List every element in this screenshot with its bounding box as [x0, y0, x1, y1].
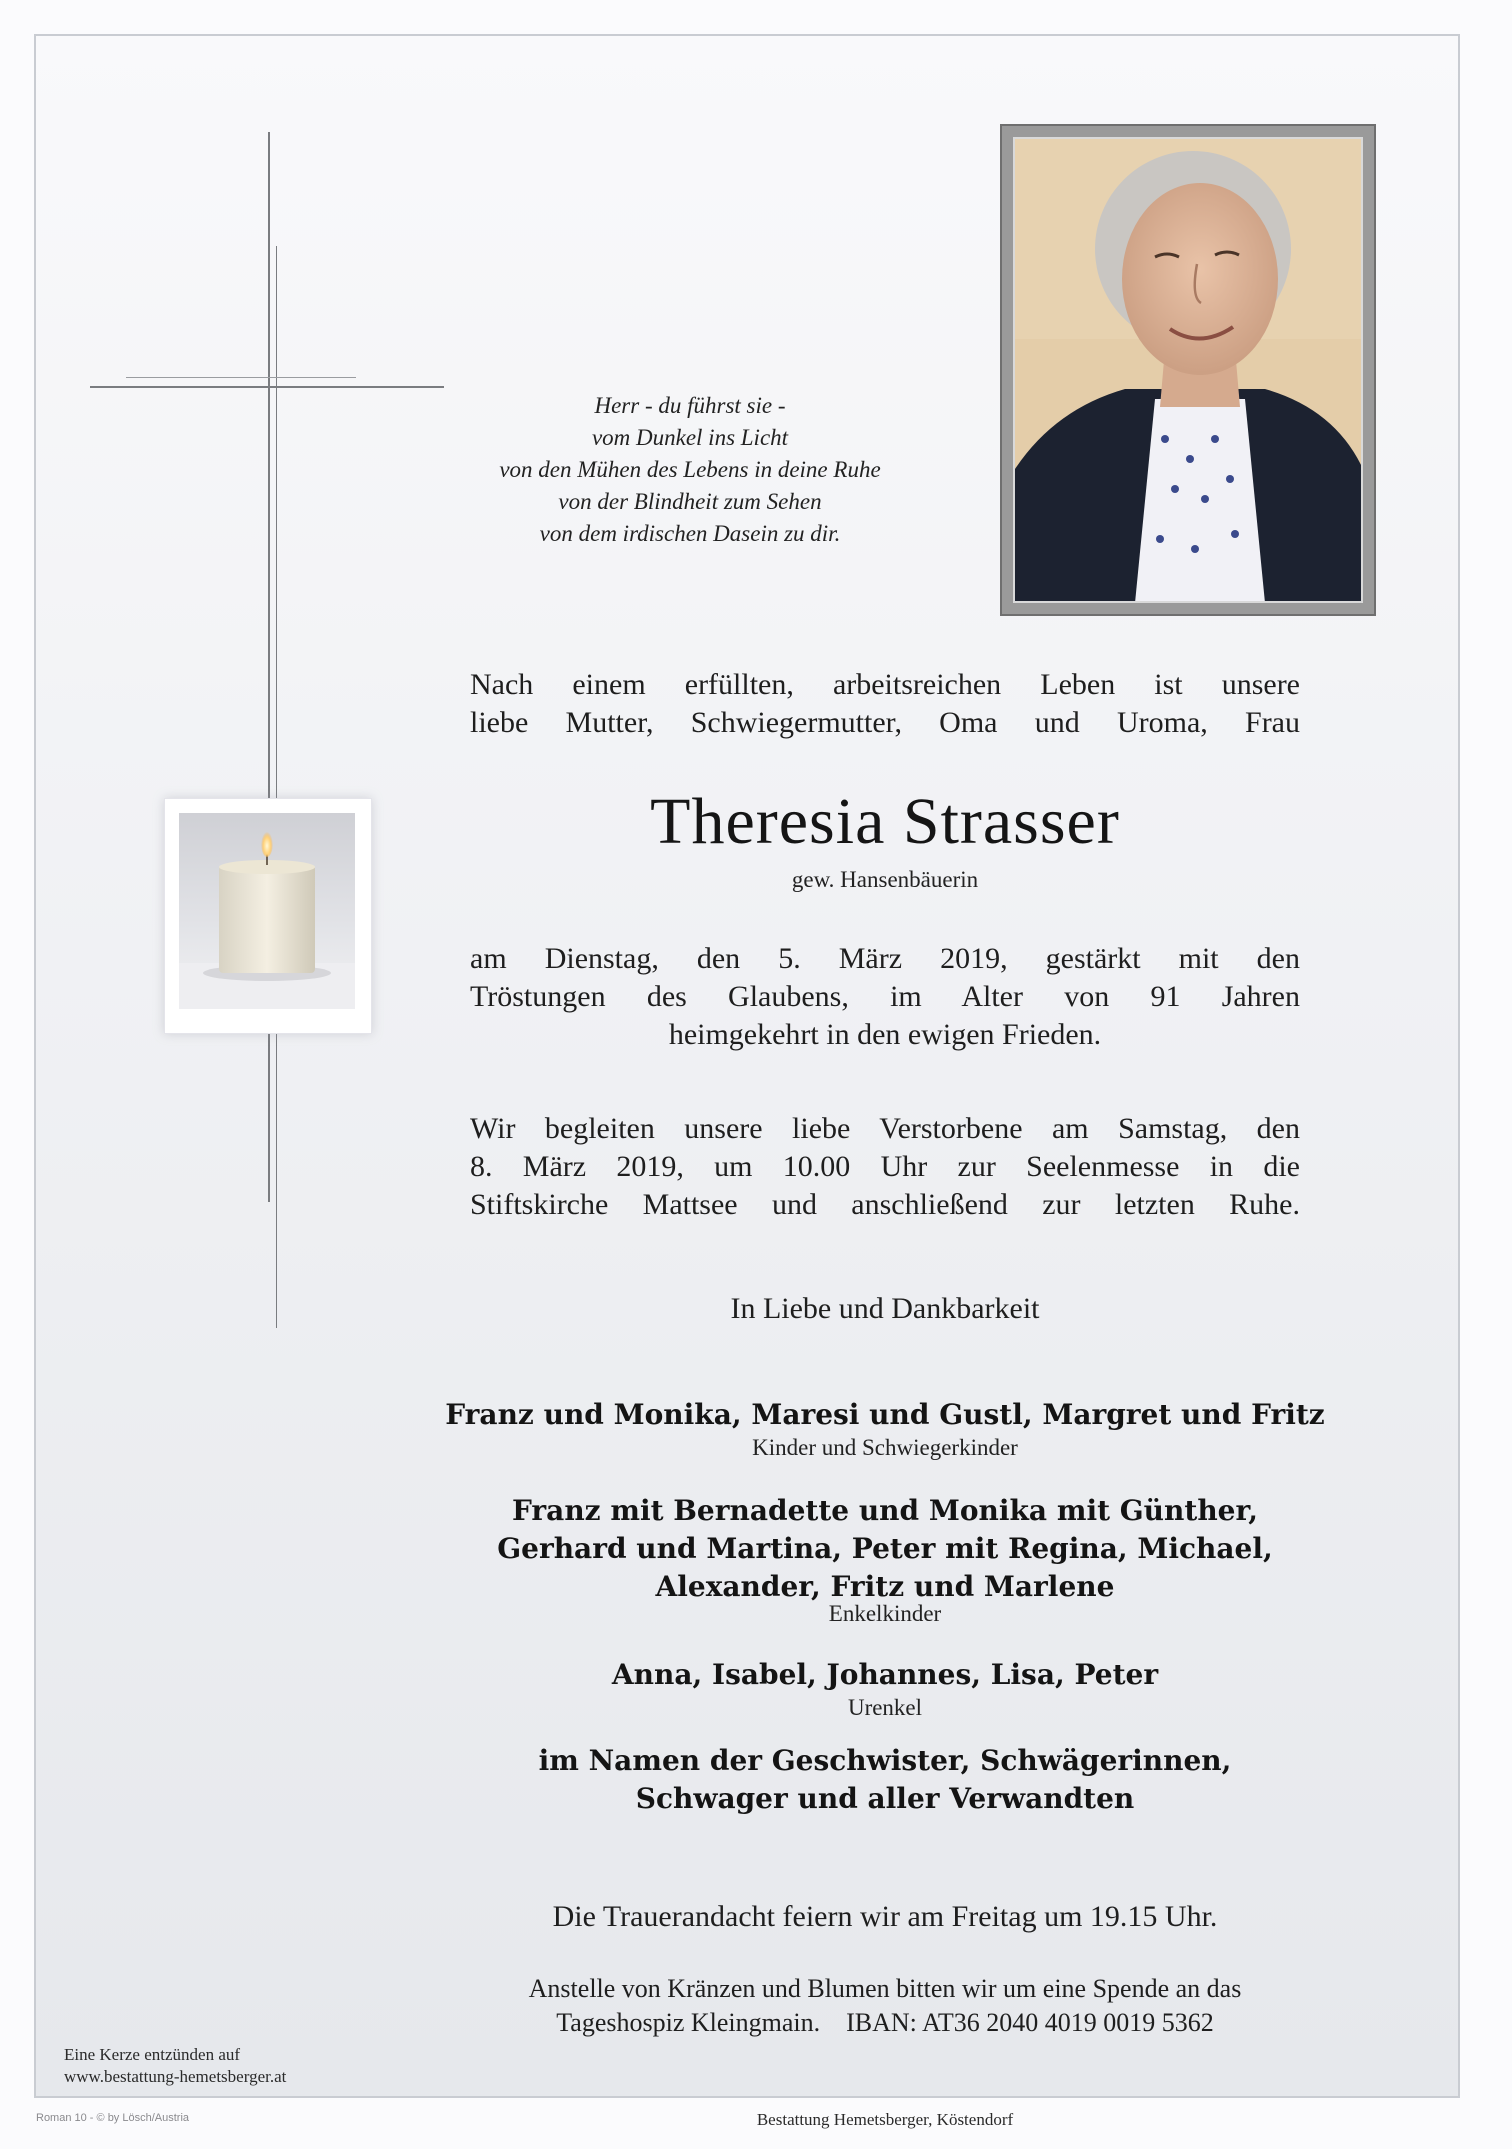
- mourner-names: Schwager und aller Verwandten: [635, 1782, 1135, 1815]
- intro-text: [470, 666, 1300, 742]
- online-candle-text: Eine Kerze entzünden auf: [64, 2045, 241, 2064]
- verse-block: [420, 390, 960, 550]
- deceased-name: Theresia Strasser: [650, 785, 1120, 858]
- undertaker-credit: Bestattung Hemetsberger, Köstendorf: [756, 2110, 1014, 2129]
- mourner-names: Franz und Monika, Maresi und Gustl, Margret und Fritz: [445, 1398, 1325, 1431]
- mourner-names: Anna, Isabel, Johannes, Lisa, Peter: [611, 1658, 1159, 1691]
- funeral-line-3: Stiftskirche Mattsee und anschließend zur letzten Ruhe.: [470, 1188, 1300, 1221]
- funeral-line-2: 8. März 2019, um 10.00 Uhr zur Seelenmesse in die: [470, 1150, 1300, 1183]
- verse-line: von dem irdischen Dasein zu dir.: [539, 521, 841, 546]
- verse-line: von den Mühen des Lebens in deine Ruhe: [499, 457, 881, 482]
- mourner-relation: Kinder und Schwiegerkinder: [752, 1435, 1018, 1460]
- closing-line: In Liebe und Dankbarkeit: [730, 1292, 1040, 1325]
- funeral-line-1: Wir begleiten unsere liebe Verstorbene am Samstag, den: [470, 1112, 1300, 1145]
- death-line-2: Tröstungen des Glaubens, im Alter von 91 Jahren: [470, 980, 1300, 1013]
- verse-line: Herr - du führst sie -: [594, 393, 786, 418]
- portrait-photo: [1000, 124, 1376, 616]
- website-link[interactable]: www.bestattung-hemetsberger.at: [64, 2067, 287, 2086]
- mourner-names: Alexander, Fritz und Marlene: [655, 1570, 1115, 1603]
- prayer-notice: Die Trauerandacht feiern wir am Freitag um 19.15 Uhr.: [552, 1900, 1218, 1933]
- mourner-group-relatives: [400, 1742, 1370, 1818]
- intro-line-1: Nach einem erfüllten, arbeitsreichen Leben ist unsere: [470, 668, 1300, 701]
- cross-horizontal-line-1: [90, 386, 444, 388]
- donation-line-2: Tageshospiz Kleingmain. IBAN: AT36 2040 4019 0019 5362: [556, 2008, 1214, 2037]
- mourner-relation: Enkelkinder: [828, 1601, 942, 1626]
- mourner-relation: Urenkel: [847, 1695, 923, 1720]
- mourner-group-grandchildren: [400, 1492, 1370, 1606]
- cross-vertical-line-2: [276, 246, 277, 1328]
- donation-line-1: Anstelle von Kränzen und Blumen bitten wir um eine Spende an das: [528, 1974, 1242, 2003]
- donation-notice: [420, 1972, 1350, 2040]
- death-line-3: heimgekehrt in den ewigen Frieden.: [668, 1018, 1102, 1051]
- portrait-image: [1013, 137, 1363, 603]
- verse-line: von der Blindheit zum Sehen: [558, 489, 822, 514]
- verse-line: vom Dunkel ins Licht: [591, 425, 789, 450]
- cross-vertical-line-1: [268, 132, 270, 1202]
- candle-icon: [179, 813, 355, 1009]
- death-notice: [470, 940, 1300, 1054]
- intro-line-2: liebe Mutter, Schwiegermutter, Oma und Uroma, Frau: [470, 706, 1300, 739]
- mourner-names: Franz mit Bernadette und Monika mit Günther,: [512, 1494, 1258, 1527]
- template-credit: Roman 10 - © by Lösch/Austria: [36, 2112, 190, 2124]
- mourner-group-great-grandchildren: [400, 1656, 1370, 1694]
- portrait-illustration: [1015, 139, 1363, 603]
- mourner-group-children: [400, 1396, 1370, 1434]
- deceased-note: gew. Hansenbäuerin: [791, 867, 979, 892]
- cross-horizontal-line-2: [126, 377, 356, 378]
- death-line-1: am Dienstag, den 5. März 2019, gestärkt mit den: [470, 942, 1300, 975]
- mourner-names: im Namen der Geschwister, Schwägerinnen,: [538, 1744, 1232, 1777]
- candle-background: [179, 813, 355, 1009]
- mourner-names: Gerhard und Martina, Peter mit Regina, Michael,: [497, 1532, 1273, 1565]
- online-candle-note: [64, 2044, 286, 2088]
- funeral-notice: [470, 1110, 1300, 1224]
- candle-image: [164, 798, 372, 1034]
